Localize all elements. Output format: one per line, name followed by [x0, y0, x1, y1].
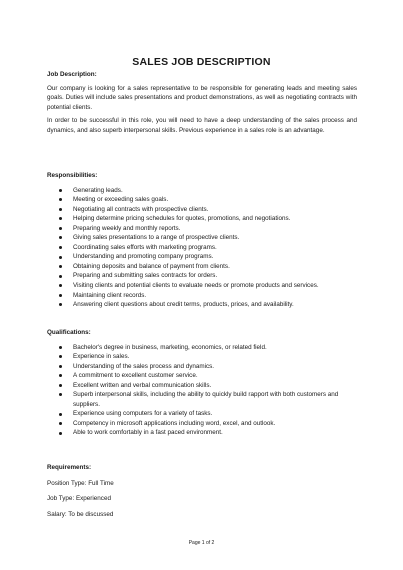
responsibility-item-text: Negotiating all contracts with prospective clients.	[73, 205, 209, 213]
bullet-icon	[59, 208, 62, 211]
requirements-section	[47, 463, 357, 519]
responsibility-item	[47, 291, 357, 301]
job-description-section	[47, 70, 357, 135]
bullet-icon	[59, 275, 62, 278]
bullet-icon	[59, 384, 62, 387]
qualification-item	[47, 362, 357, 372]
qualification-item-text: Competency in microsoft applications including word, excel, and outlook.	[73, 419, 276, 427]
qualification-item	[47, 409, 357, 419]
bullet-icon	[59, 189, 62, 192]
bullet-icon	[59, 294, 62, 297]
position-type-text: Position Type: Full Time	[47, 479, 114, 487]
responsibility-item	[47, 195, 357, 205]
bullet-icon	[59, 246, 62, 249]
bullet-icon	[59, 236, 62, 239]
responsibility-item	[47, 224, 357, 234]
job-description-paragraph-1: Our company is looking for a sales representative to be responsible for generating leads and meeting sales goals. Duties will include sales presentations and product demonstrations, as well as negotiating contracts with potential clients.	[47, 84, 357, 111]
bullet-icon	[59, 227, 62, 230]
job-type-text: Job Type: Experienced	[47, 495, 111, 502]
responsibility-item	[47, 252, 357, 262]
bullet-icon	[59, 374, 62, 377]
salary-text: Salary: To be discussed	[47, 510, 114, 518]
qualification-item	[47, 390, 357, 409]
responsibility-item-text: Maintaining client records.	[73, 291, 147, 299]
document-title: SALES JOB DESCRIPTION	[132, 56, 271, 68]
bullet-icon	[59, 346, 62, 349]
responsibility-item-text: Obtaining deposits and balance of payment from clients.	[73, 262, 230, 270]
bullet-icon	[59, 422, 62, 425]
page-number: Page 1 of 2	[188, 540, 215, 546]
responsibility-item	[47, 281, 357, 291]
responsibility-item	[47, 262, 357, 272]
qualification-item-text: Experience in sales.	[73, 353, 130, 361]
qualification-item-text: Bachelor's degree in business, marketing, economics, or related field.	[73, 343, 267, 351]
qualification-item-text: Understanding of the sales process and dynamics.	[73, 362, 215, 370]
responsibility-item-text: Understanding and promoting company programs.	[73, 253, 214, 261]
responsibility-item-text: Preparing and submitting sales contracts for orders.	[73, 272, 218, 280]
qualification-item-text: Excellent written and verbal communication skills.	[73, 381, 212, 389]
responsibility-item-text: Answering client questions about credit terms, products, prices, and availability.	[73, 301, 294, 309]
responsibility-item	[47, 243, 357, 253]
job-description-heading: Job Description:	[47, 71, 97, 78]
responsibility-item-text: Generating leads.	[73, 186, 123, 194]
qualification-item	[47, 343, 357, 353]
qualifications-section	[47, 328, 357, 438]
bullet-icon	[59, 413, 62, 416]
bullet-icon	[59, 303, 62, 306]
responsibility-item-text: Meeting or exceeding sales goals.	[73, 196, 169, 204]
responsibility-item-text: Giving sales presentations to a range of prospective clients.	[73, 234, 240, 242]
job-description-paragraph-2: In order to be successful in this role, you will need to have a deep understanding of the sales process and dynamics, and also superb interpersonal skills. Previous experience in a sales role is an advantage.	[47, 117, 357, 134]
bullet-icon	[59, 393, 62, 396]
responsibility-item-text: Visiting clients and potential clients to evaluate needs or promote products and services.	[73, 281, 319, 289]
qualification-item-text: Experience using computers for a variety of tasks.	[73, 410, 213, 418]
bullet-icon	[59, 198, 62, 201]
responsibility-item-text: Helping determine pricing schedules for quotes, promotions, and negotiations.	[73, 215, 291, 223]
bullet-icon	[59, 284, 62, 287]
responsibility-item	[47, 205, 357, 215]
responsibility-item	[47, 233, 357, 243]
qualification-item-text: Able to work comfortably in a fast paced environment.	[73, 429, 223, 437]
bullet-icon	[59, 365, 62, 368]
bullet-icon	[59, 217, 62, 220]
responsibility-item	[47, 214, 357, 224]
qualifications-heading: Qualifications:	[47, 329, 91, 336]
qualifications-list	[47, 343, 357, 438]
bullet-icon	[59, 256, 62, 259]
responsibility-item-text: Coordinating sales efforts with marketing programs.	[73, 243, 217, 251]
qualification-item	[47, 381, 357, 391]
responsibility-item	[47, 271, 357, 281]
qualification-item-text: Superb interpersonal skills, including the ability to quickly build rapport with both customers and suppliers.	[73, 391, 339, 408]
requirements-heading: Requirements:	[47, 464, 92, 471]
responsibility-item	[47, 300, 357, 310]
qualification-item	[47, 371, 357, 381]
responsibilities-list	[47, 186, 357, 310]
qualification-item	[47, 352, 357, 362]
qualification-item	[47, 428, 357, 438]
responsibilities-section	[47, 171, 357, 310]
bullet-icon	[59, 432, 62, 435]
bullet-icon	[59, 355, 62, 358]
qualification-item-text: A commitment to excellent customer service.	[73, 372, 198, 380]
responsibilities-heading: Responsibilities:	[47, 172, 98, 179]
responsibility-item	[47, 186, 357, 196]
qualification-item	[47, 419, 357, 429]
responsibility-item-text: Preparing weekly and monthly reports.	[73, 224, 181, 232]
bullet-icon	[59, 265, 62, 268]
